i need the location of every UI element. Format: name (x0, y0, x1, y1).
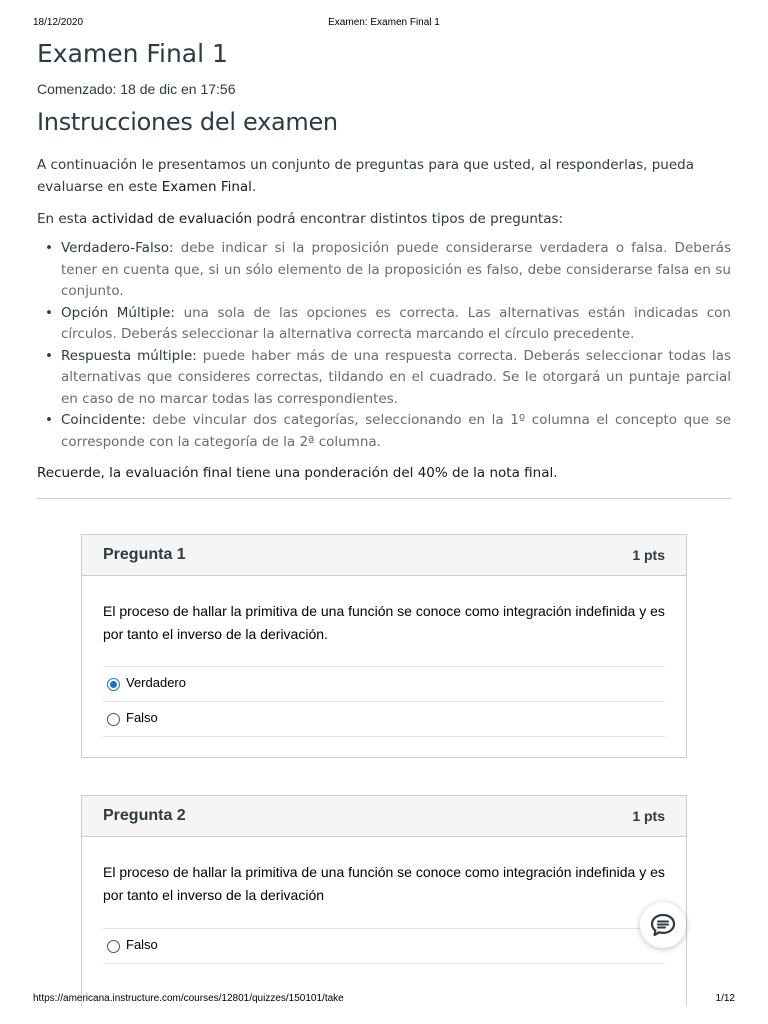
reminder-text: Recuerde, la evaluación final tiene una ponderación del 40% de la nota final. (37, 465, 558, 481)
question-type-item (61, 410, 731, 453)
chat-bubble-icon (650, 913, 676, 937)
radio-button[interactable] (107, 940, 120, 953)
question-type-term: Opción Múltiple: (61, 304, 175, 321)
answer-label[interactable]: Falso (126, 710, 158, 725)
question-text: El proceso de hallar la primitiva de una función se conoce como integración indefinida y es por tanto el inverso de la derivación (103, 864, 665, 903)
instructions-paragraph-1 (37, 154, 731, 198)
question-name: Pregunta 2 (103, 807, 186, 824)
answer-option-verdadero[interactable] (103, 666, 665, 701)
instructions-title: Instrucciones del examen (37, 108, 338, 136)
answer-option-falso[interactable] (103, 928, 665, 964)
question-points: 1 pts (632, 808, 665, 824)
question-type-desc: debe indicar si la proposición puede considerarse verdadera o falsa. Deberás tener en cuenta que, si un sólo elemento de la proposición es falso, debe considerarse falsa en su conjunto. (61, 240, 731, 299)
page-number: 1/12 (715, 993, 735, 1004)
chat-button[interactable] (640, 902, 686, 948)
answer-option-falso[interactable] (103, 701, 665, 737)
instructions-paragraph-2 (37, 208, 731, 230)
question-type-desc: puede haber más de una respuesta correcta. Deberás seleccionar todas las alternativas que consideres correctas, tildando en el cuadrado. Se le otorgará un puntaje parcial en caso de no marcar todas las correspondientes. (61, 347, 731, 407)
answer-list (103, 928, 665, 964)
question-header (82, 796, 686, 837)
quiz-title: Examen Final 1 (37, 39, 228, 68)
question-type-term: Respuesta múltiple: (61, 347, 197, 364)
question-type-desc: debe vincular dos categorías, seleccionando en la 1º columna el concepto que se corresponde con la categoría de la 2ª columna. (61, 412, 731, 450)
radio-button[interactable] (107, 713, 120, 726)
paragraph-1-text: A continuación le presentamos un conjunto de preguntas para que usted, al responderlas, pueda evaluarse en este (37, 157, 695, 195)
question-text: El proceso de hallar la primitiva de una función se conoce como integración indefinida y es por tanto el inverso de la derivación. (103, 603, 665, 642)
question-type-desc: una sola de las opciones es correcta. Las alternativas están indicadas con círculos. Deberás seleccionar la alternativa correcta marcando el círculo precedente. (61, 304, 731, 342)
paragraph-2-text: En esta (37, 211, 92, 227)
exam-final-emphasis: Examen Final (161, 179, 252, 195)
divider (37, 498, 731, 499)
print-title: Examen: Examen Final 1 (328, 17, 440, 28)
question-type-item (61, 303, 731, 346)
radio-button-selected[interactable] (107, 678, 120, 691)
question-card-2 (81, 795, 687, 1006)
page-url: https://americana.instructure.com/courses/12801/quizzes/150101/take (33, 993, 344, 1004)
started-timestamp: Comenzado: 18 de dic en 17:56 (37, 81, 236, 97)
question-header (82, 535, 686, 576)
question-type-term: Verdadero-Falso: (61, 240, 174, 256)
quiz-content (37, 38, 731, 499)
paragraph-1-end: . (251, 179, 257, 195)
question-points: 1 pts (632, 547, 665, 563)
question-name: Pregunta 1 (103, 546, 186, 563)
activity-emphasis: actividad de evaluación (91, 211, 253, 227)
question-card-1 (81, 534, 687, 758)
answer-label[interactable]: Falso (126, 937, 158, 952)
print-date: 18/12/2020 (33, 17, 84, 28)
question-type-term: Coincidente: (61, 412, 146, 428)
question-types-list (37, 238, 731, 453)
question-type-item (61, 238, 731, 303)
answer-list (103, 666, 665, 737)
question-type-item (61, 346, 731, 411)
answer-label[interactable]: Verdadero (126, 675, 186, 690)
paragraph-2-end: podrá encontrar distintos tipos de preguntas: (252, 211, 564, 227)
